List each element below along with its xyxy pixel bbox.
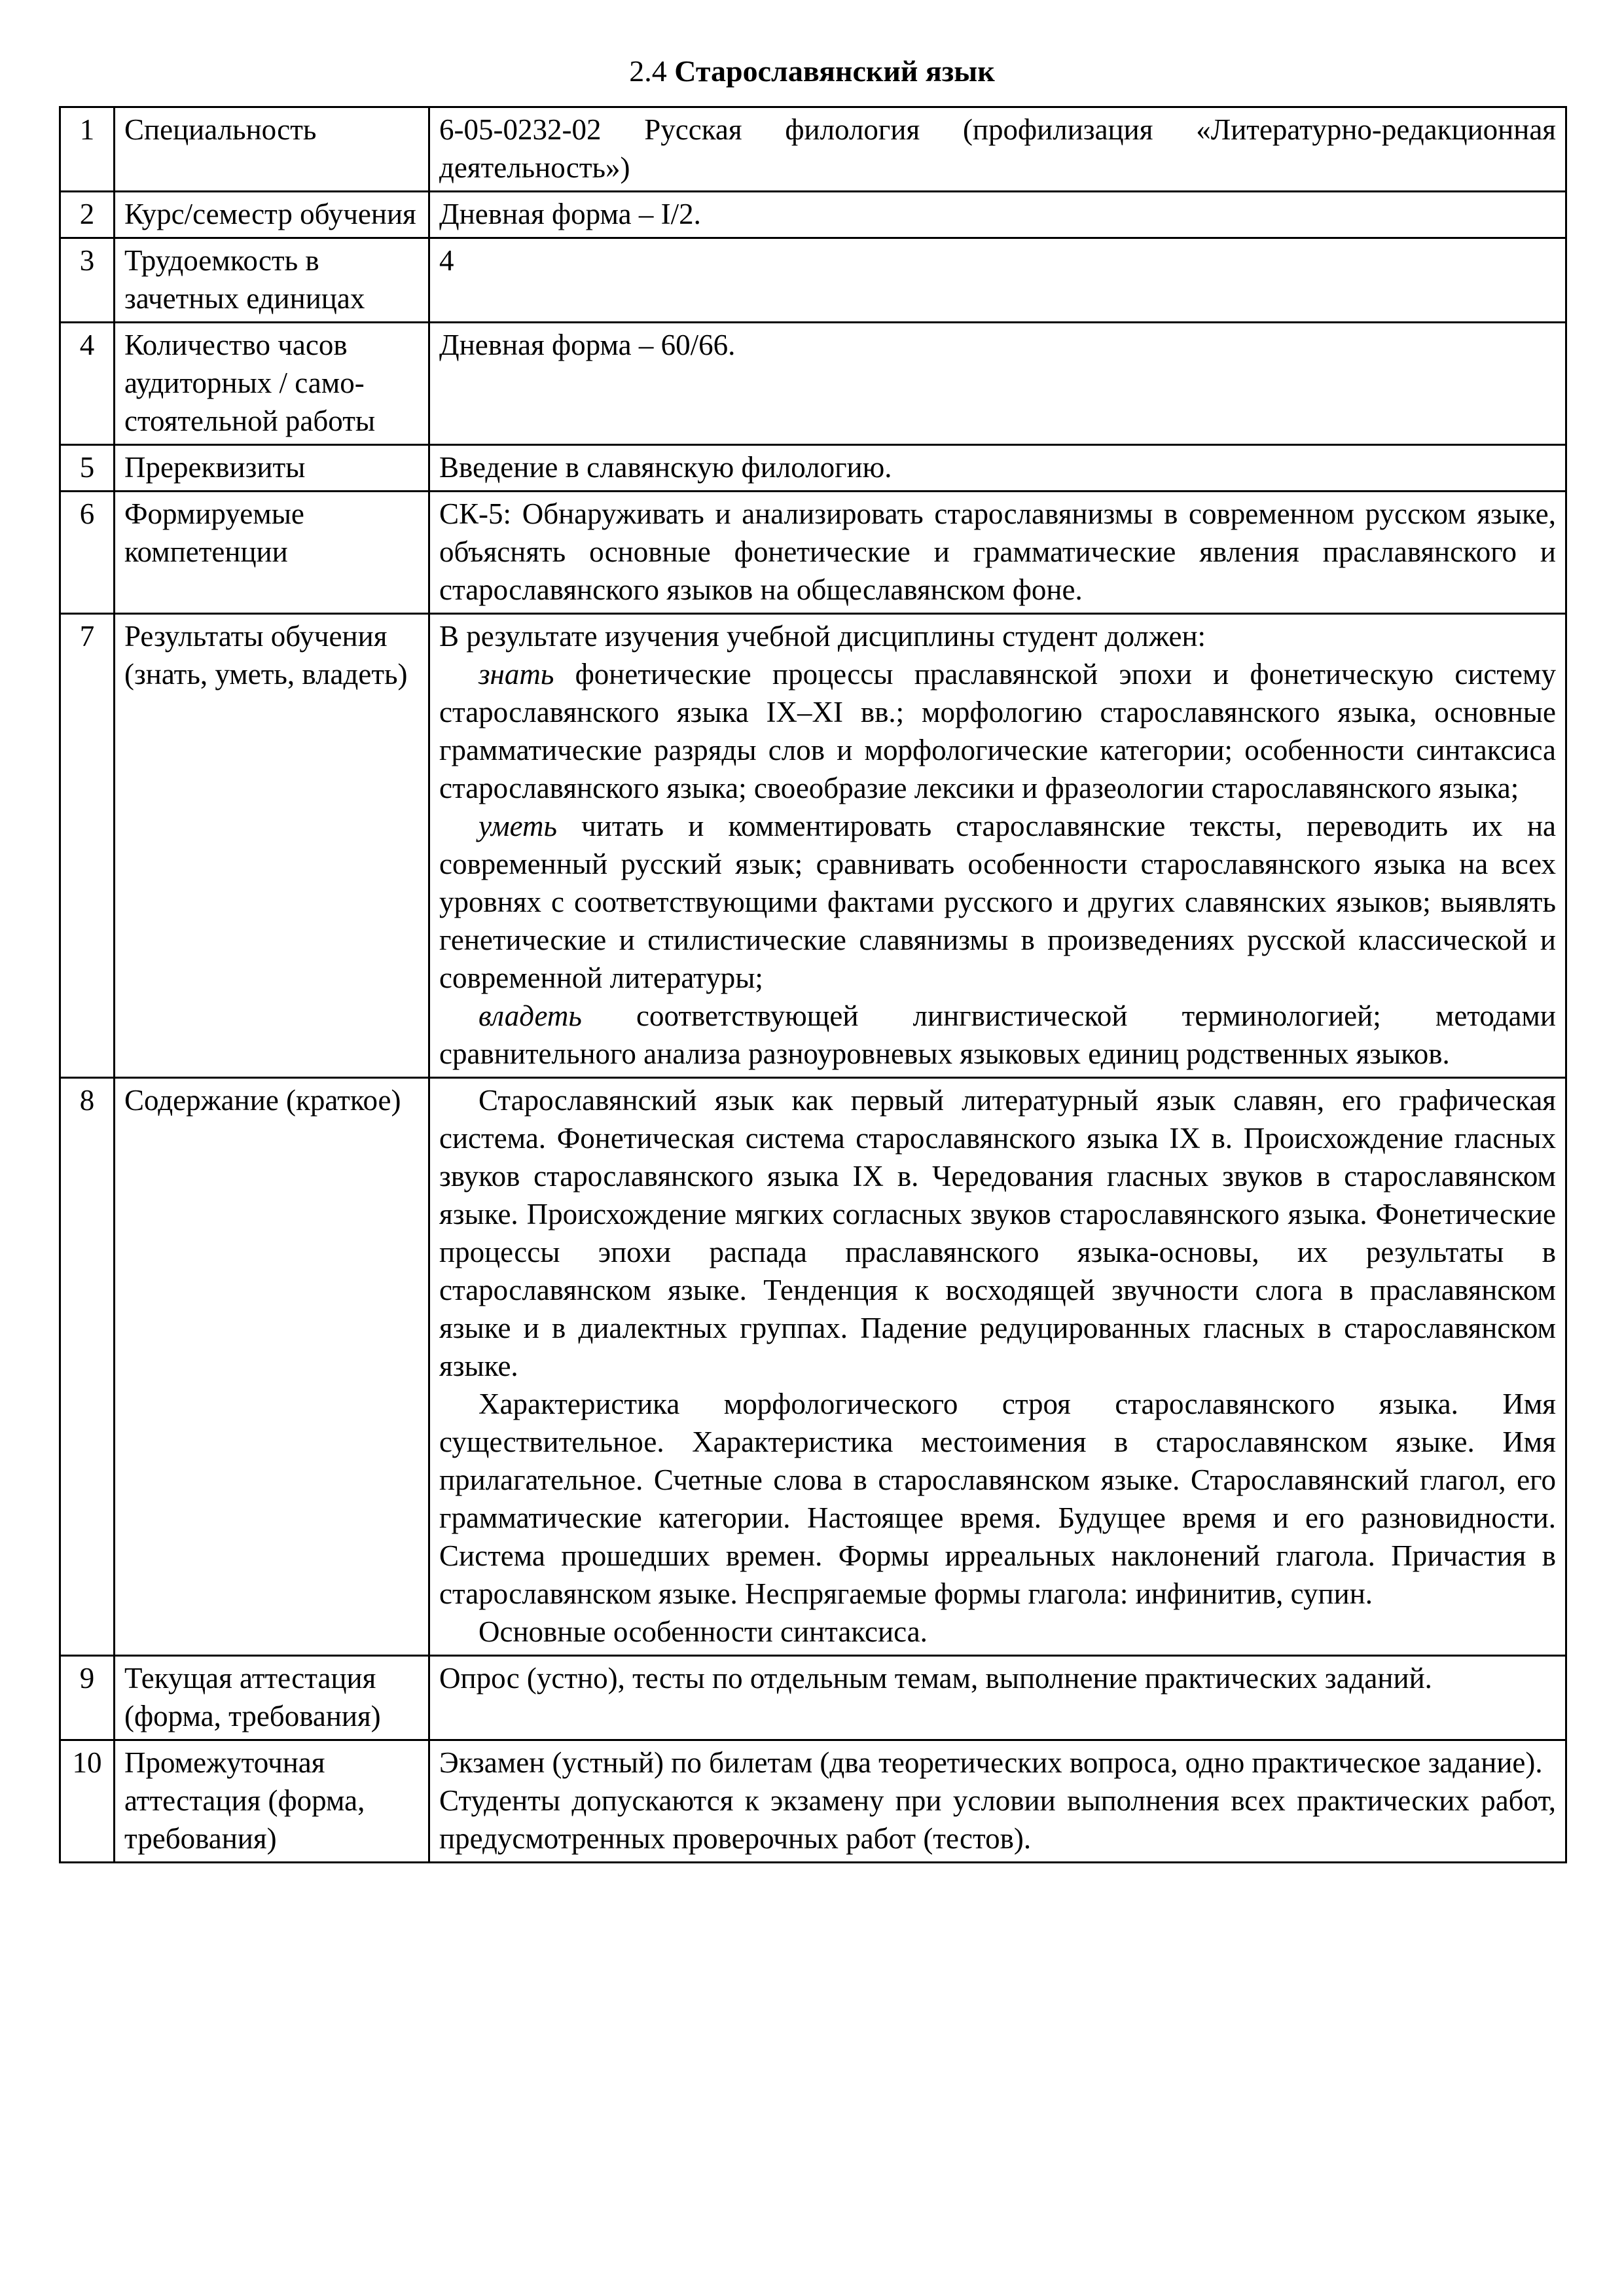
content-paragraph: Характеристика морфологического строя старославянского языка. Имя существительное. Характеристика местоимения в старославянском языке. Имя прилагательное. Счетные слова в старославянском языке. Старославянский глагол, его грамматические категории. Настоящее время. Будущее время и его разновидности. Система прошедших времен. Формы ирреальных наклонений глагола. Причастия в старославянском языке. Неспрягаемые формы глагола: инфинитив, супин.	[439, 1388, 1556, 1610]
own-text: соответствующей лингвистической терминологией; методами сравнительного анализа разноуровневых языковых единиц родственных языков.	[439, 999, 1556, 1070]
table-row	[60, 192, 1566, 238]
table-row	[60, 492, 1566, 614]
results-know	[439, 655, 1556, 807]
table-row	[60, 1740, 1566, 1863]
row-label: Курс/семестр обучения	[115, 192, 429, 238]
row-label: Пререквизиты	[115, 445, 429, 492]
row-value: Опрос (устно), тесты по отдельным темам, выполнение практических заданий.	[429, 1656, 1566, 1740]
table-row	[60, 238, 1566, 323]
row-number: 2	[60, 192, 115, 238]
row-label: Трудоемкость в зачетных единицах	[115, 238, 429, 323]
row-value: СК-5: Обнаруживать и анализировать старославянизмы в современном русском языке, объяснять основные фонетические и грамматические явления праславянского и старославянского языков на общеславянском фоне.	[429, 492, 1566, 614]
content-paragraph: Основные особенности синтаксиса.	[478, 1615, 928, 1648]
row-label: Результаты обучения (знать, уметь, владеть)	[115, 614, 429, 1078]
row-label: Промежуточная аттестация (форма, требования)	[115, 1740, 429, 1863]
row-number: 9	[60, 1656, 115, 1740]
row-value: Введение в славянскую филологию.	[429, 445, 1566, 492]
table-row	[60, 1078, 1566, 1656]
row-label: Специальность	[115, 107, 429, 192]
row-value: Дневная форма – I/2.	[429, 192, 1566, 238]
row-number: 10	[60, 1740, 115, 1863]
able-text: читать и комментировать старославянские тексты, переводить их на современный русский язык; сравнивать особенности старославянского языка на всех уровнях с соответствующими фактами русского и других славянских языков; выявлять генетические и стилистические славянизмы в произведениях русской классической и современной литературы;	[439, 810, 1556, 994]
attestation-paragraph: Студенты допускаются к экзамену при условии выполнения всех практических работ, предусмотренных проверочных работ (тестов).	[439, 1784, 1556, 1855]
page-title	[0, 52, 1624, 90]
row-label: Количество часов аудиторных / само-стоятельной работы	[115, 323, 429, 445]
row-number: 3	[60, 238, 115, 323]
own-term: владеть	[478, 999, 582, 1032]
results-able	[439, 807, 1556, 997]
section-number: 2.4	[629, 54, 667, 88]
table-row	[60, 323, 1566, 445]
table-row	[60, 445, 1566, 492]
row-number: 8	[60, 1078, 115, 1656]
table-row	[60, 107, 1566, 192]
able-term: уметь	[478, 810, 557, 842]
know-text: фонетические процессы праславянской эпохи и фонетическую систему старославянского языка IX–XI вв.; морфологию старославянского языка, основные грамматические разряды слов и морфологические категории; особенности синтаксиса старославянского языка; своеобразие лексики и фразеологии старославянского языка;	[439, 658, 1556, 804]
row-number: 6	[60, 492, 115, 614]
table-row	[60, 1656, 1566, 1740]
row-value: 4	[429, 238, 1566, 323]
table-row	[60, 614, 1566, 1078]
row-number: 1	[60, 107, 115, 192]
row-number: 7	[60, 614, 115, 1078]
row-value: Дневная форма – 60/66.	[429, 323, 1566, 445]
row-label: Формируемые компетенции	[115, 492, 429, 614]
row-label: Текущая аттестация (форма, требования)	[115, 1656, 429, 1740]
row-value	[429, 1740, 1566, 1863]
section-title: Старославянский язык	[674, 54, 995, 88]
syllabus-table	[59, 106, 1567, 1863]
results-own	[439, 997, 1556, 1073]
attestation-paragraph: Экзамен (устный) по билетам (два теоретических вопроса, одно практическое задание).	[439, 1746, 1543, 1779]
row-value	[429, 614, 1566, 1078]
row-number: 4	[60, 323, 115, 445]
content-paragraph: Старославянский язык как первый литературный язык славян, его графическая система. Фонетическая система старославянского языка IX в. Происхождение гласных звуков старославянского языка IX в. Чередования гласных звуков в старославянском языке. Происхождение мягких согласных звуков старославянского языка. Фонетические процессы эпохи распада праславянского языка-основы, их результаты в старославянском языке. Тенденция к восходящей звучности слога в праславянском языке и в диалектных группах. Падение редуцированных гласных в старославянском языке.	[439, 1084, 1556, 1382]
row-value	[429, 1078, 1566, 1656]
results-intro: В результате изучения учебной дисциплины студент должен:	[439, 620, 1206, 653]
row-value: 6-05-0232-02 Русская филология (профилизация «Литературно-редакционная деятельность»)	[429, 107, 1566, 192]
row-number: 5	[60, 445, 115, 492]
row-label: Содержание (краткое)	[115, 1078, 429, 1656]
know-term: знать	[478, 658, 554, 691]
